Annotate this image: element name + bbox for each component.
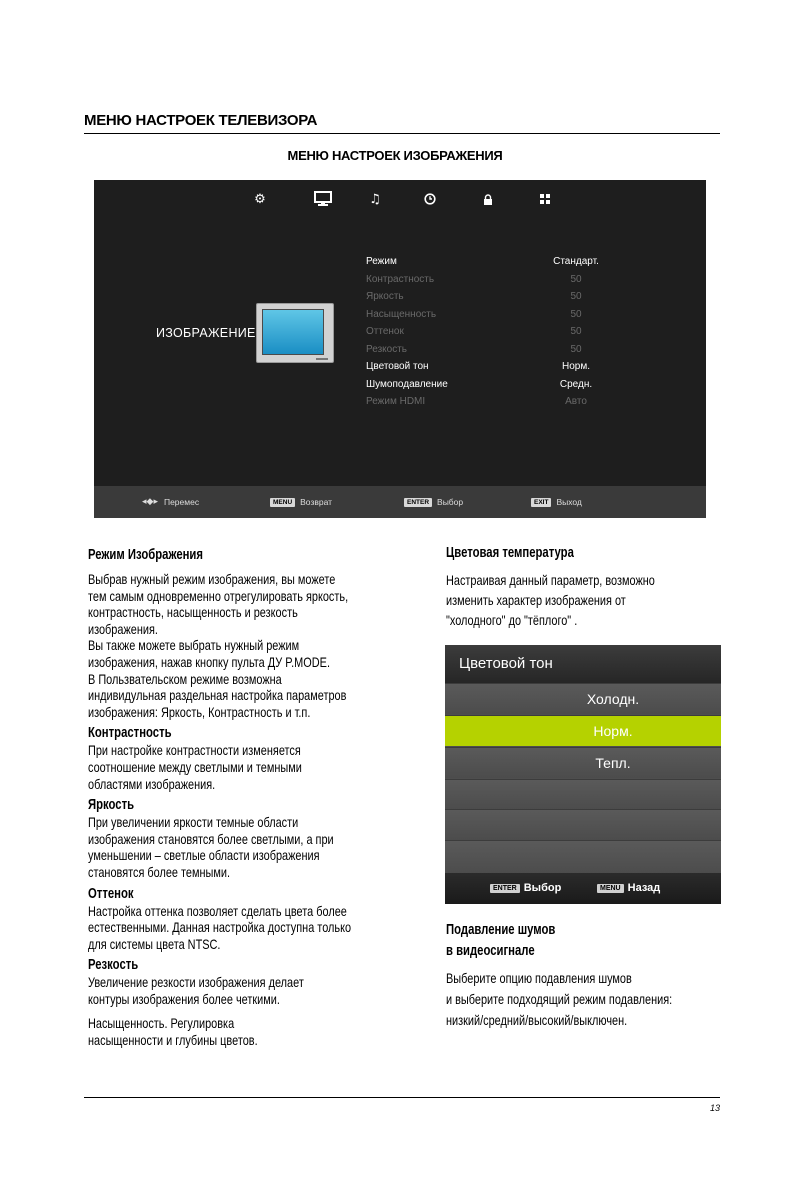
sharpness-line: контуры изображения более четкими. (88, 990, 280, 1007)
footer-select (404, 497, 463, 507)
page-number: 13 (709, 1103, 720, 1113)
brightness-line: изображения становятся более светлыми, а при (88, 830, 334, 847)
tv-picture-menu (94, 180, 706, 518)
left-column (88, 546, 351, 1049)
exit-key-icon: EXIT (531, 498, 551, 507)
gear-icon[interactable]: ⚙ (254, 191, 266, 207)
menu-row-contrast[interactable] (366, 274, 606, 292)
row-label: Насыщенность (366, 308, 437, 320)
footer-back-label: Возврат (300, 497, 333, 507)
noise-line: низкий/средний/высокий/выключен. (446, 1012, 628, 1028)
row-value: Авто (565, 396, 587, 407)
ct-footer-select (490, 882, 561, 894)
row-label: Резкость (366, 343, 407, 355)
row-value: Средн. (559, 378, 593, 390)
menu-row-hdmi-mode[interactable] (366, 396, 606, 414)
ct-footer-back (597, 882, 660, 894)
color-temp-line: Настраивая данный параметр, возможно (446, 572, 655, 588)
row-value: Стандарт. (553, 256, 599, 267)
footer-back (270, 497, 332, 507)
mode-line: контрастность, насыщенность и резкость (88, 604, 298, 621)
option-label: Тепл. (595, 755, 631, 771)
mode-line: Выбрав нужный режим изображения, вы можете (88, 571, 336, 587)
color-tone-title-bar (445, 645, 721, 683)
mode-line: тем самым одновременно отрегулировать яркость, (88, 587, 349, 604)
tv-menu-footer (94, 486, 706, 518)
menu-row-hue[interactable] (366, 326, 606, 344)
row-value: 50 (570, 343, 582, 355)
noise-heading: Подавление шумов (446, 922, 556, 938)
top-divider (84, 133, 720, 134)
option-label: Холодн. (586, 691, 640, 707)
row-value: 50 (570, 273, 582, 285)
section-subtitle: МЕНЮ НАСТРОЕК ИЗОБРАЖЕНИЯ (287, 148, 503, 163)
sharpness-heading: Резкость (88, 957, 139, 974)
row-label: Контрастность (366, 273, 435, 285)
mode-line: изображения: Яркость, Контрастность и т.п. (88, 703, 311, 720)
color-tone-option-cold[interactable] (445, 683, 721, 714)
tv-picture-icon (256, 303, 334, 363)
menu-row-sharpness[interactable] (366, 344, 606, 362)
saturation-line: насыщенности и глубины цветов. (88, 1032, 258, 1049)
enter-key-icon: ENTER (404, 498, 432, 507)
mode-line: изображения, нажав кнопку пульта ДУ P.MODE. (88, 653, 330, 670)
row-label: Цветовой тон (366, 361, 429, 372)
color-tone-option-normal[interactable] (445, 715, 721, 746)
mode-line: В Пользвательском режиме возможна (88, 670, 282, 687)
mode-line: изображения. (88, 620, 158, 637)
row-value: 50 (570, 308, 582, 320)
mode-heading: Режим Изображения (88, 547, 203, 563)
brightness-line: При увеличении яркости темные области (88, 814, 299, 831)
brightness-heading: Яркость (88, 797, 135, 814)
hue-heading: Оттенок (88, 885, 134, 902)
row-value: 50 (570, 291, 582, 302)
sharpness-line: Увеличение резкости изображения делает (88, 974, 304, 991)
menu-row-brightness[interactable] (366, 291, 606, 309)
hue-line: Настройка оттенка позволяет сделать цвета более (88, 902, 347, 919)
footer-move (142, 497, 199, 507)
enter-key-icon: ENTER (490, 884, 520, 893)
picture-section-label: ИЗОБРАЖЕНИЕ (156, 326, 256, 340)
mode-line: индивидульная раздельная настройка параметров (88, 687, 347, 704)
contrast-heading: Контрастность (88, 725, 172, 742)
saturation-line: Насыщенность. Регулировка (88, 1015, 235, 1032)
lock-icon[interactable] (477, 188, 499, 210)
row-value: Норм. (562, 361, 590, 372)
bottom-divider (84, 1097, 720, 1098)
menu-key-icon: MENU (597, 884, 624, 893)
footer-exit-label: Выход (556, 497, 582, 507)
music-note-icon[interactable]: ♫ (369, 191, 381, 207)
contrast-line: соотношение между светлыми и темными (88, 758, 302, 775)
footer-move-label: Перемес (163, 497, 200, 507)
ct-select-label: Выбор (523, 882, 562, 894)
noise-line: и выберите подходящий режим подавления: (446, 991, 673, 1007)
mode-line: Вы также можете выбрать нужный режим (88, 637, 300, 654)
color-tone-empty-row (445, 840, 721, 874)
color-temp-line: "холодного" до "тёплого" . (446, 612, 578, 628)
contrast-line: областями изображения. (88, 775, 216, 792)
brightness-line: уменьшении – светлые области изображения (88, 847, 320, 864)
noise-heading: в видеосигнале (446, 943, 535, 959)
color-temp-line: изменить характер изображения от (446, 592, 626, 608)
color-tone-option-warm[interactable] (445, 747, 721, 778)
row-label: Яркость (366, 291, 404, 302)
hue-line: естественными. Данная настройка доступна только (88, 919, 352, 936)
option-label: Норм. (593, 723, 633, 739)
hue-line: для системы цвета NTSC. (88, 935, 221, 952)
row-label: Шумоподавление (366, 378, 448, 390)
clock-icon[interactable] (419, 188, 441, 210)
document-title: МЕНЮ НАСТРОЕК ТЕЛЕВИЗОРА (84, 112, 318, 129)
menu-key-icon: MENU (270, 498, 295, 507)
row-label: Оттенок (366, 326, 404, 337)
noise-line: Выберите опцию подавления шумов (446, 970, 632, 986)
grid-icon[interactable] (534, 188, 556, 210)
right-column-bottom (446, 920, 672, 1031)
color-tone-menu (445, 645, 721, 904)
right-column-top (446, 544, 655, 630)
color-tone-empty-row (445, 809, 721, 840)
color-tone-title: Цветовой тон (459, 655, 553, 672)
arrows-icon: ◂◆▸ (142, 497, 158, 507)
ct-back-label: Назад (627, 882, 661, 894)
row-label: Режим HDMI (366, 396, 426, 407)
menu-row-noise-reduction[interactable] (366, 379, 606, 397)
color-temp-heading: Цветовая температура (446, 545, 574, 561)
footer-exit (531, 497, 582, 507)
menu-row-mode[interactable] (366, 256, 606, 274)
contrast-line: При настройке контрастности изменяется (88, 742, 301, 759)
color-tone-empty-row (445, 779, 721, 810)
brightness-line: становятся более темными. (88, 863, 231, 880)
row-label: Режим (366, 256, 397, 267)
footer-select-label: Выбор (437, 497, 464, 507)
menu-row-saturation[interactable] (366, 309, 606, 327)
monitor-icon[interactable] (312, 188, 334, 210)
row-value: 50 (570, 326, 582, 337)
menu-row-color-tone[interactable] (366, 361, 606, 379)
color-tone-footer (445, 873, 721, 904)
